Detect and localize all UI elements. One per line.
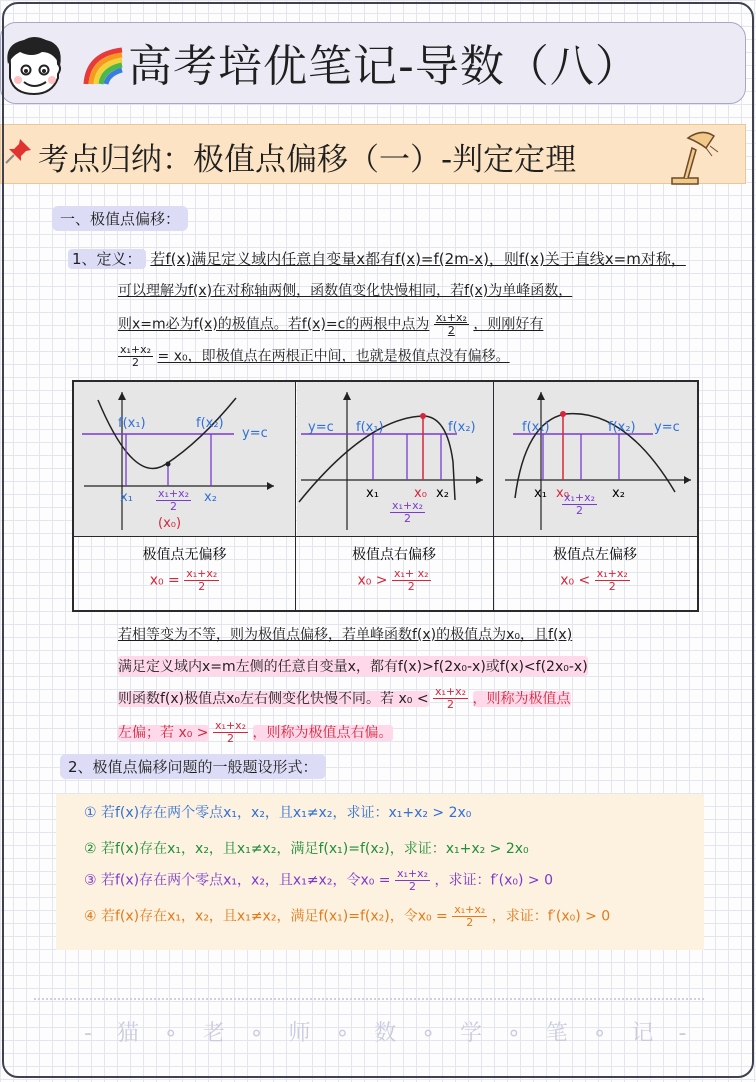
- problem-form-1: ① 若f(x)存在两个零点x₁，x₂，且x₁≠x₂，求证：x₁+x₂ > 2x₀: [84, 805, 472, 821]
- problem-form-4: ④ 若f(x)存在x₁，x₂，且x₁≠x₂，满足f(x₁)=f(x₂)，令x₀ = $\frac{\text{x₁+x₂}}{2}$ ，求证：f′(x₀) > 0: [84, 903, 611, 929]
- formula-no-offset: x₀ = $\frac{\text{x₁+x₂}}{2}$: [149, 567, 218, 593]
- offset-comparison-table: [72, 380, 699, 612]
- definition-label: 1、定义：: [68, 249, 146, 269]
- desk-lamp-icon: [662, 126, 722, 186]
- g3-fx1-label: f(x₁): [522, 420, 550, 435]
- caption-right-offset: 极值点右偏移: [352, 547, 436, 563]
- midpoint-fraction: $\frac{\text{x₁+x₂}}{2}$: [435, 311, 467, 337]
- rainbow-icon: [82, 46, 126, 86]
- section-title: 考点归纳：极值点偏移（一）-判定定理: [38, 142, 577, 178]
- page-title: 高考培优笔记-导数（八）: [128, 41, 640, 92]
- formula-left-offset: x₀ < $\frac{\text{x₁+x₂}}{2}$: [560, 567, 628, 593]
- definition-line-3: 则x=m必为f(x)的极值点。若f(x)=c的两根中点为 $\frac{\text{x₁+x₂}}{2}$ ，则刚好有: [118, 311, 544, 337]
- problem-form-2: ② 若f(x)存在x₁，x₂，且x₁≠x₂，满足f(x₁)=f(x₂)，求证：x₁+x₂ > 2x₀: [84, 841, 529, 857]
- g2-yc-label: y=c: [308, 420, 334, 435]
- midpoint-fraction-2: $\frac{\text{x₁+x₂}}{2}$: [120, 343, 152, 369]
- g1-x0-label: (x₀): [158, 516, 182, 531]
- definition-line-4: $\frac{\text{x₁+x₂}}{2}$ = x₀，即极值点在两根正中间，也就是极值点没有偏移。: [120, 343, 510, 369]
- g3-fx2-label: f(x₂): [608, 420, 636, 435]
- g3-x0-label: x₀: [556, 486, 569, 501]
- g1-midpoint: $\frac{\text{x₁+x₂}}{2}$: [158, 487, 190, 513]
- definition-text-1: 若f(x)满足定义域内任意自变量x都有f(x)=f(2m-x)，则f(x)关于直线x=m对称，: [150, 250, 686, 268]
- footer-signature: - 猫 ∘ 老 ∘ 师 ∘ 数 ∘ 学 ∘ 笔 ∘ 记 -: [84, 1021, 696, 1046]
- offset-text-line-4: 左偏；若 x₀ > $\frac{\text{x₁+x₂}}{2}$ ，则称为极值点右偏。: [118, 719, 393, 745]
- g2-midpoint: $\frac{\text{x₁+x₂}}{2}$: [392, 499, 424, 525]
- definition-line-2: 可以理解为f(x)在对称轴两侧，函数值变化快慢相同，若f(x)为单峰函数，: [118, 283, 573, 299]
- g1-x1-label: x₁: [120, 490, 133, 505]
- g2-x0-label: x₀: [414, 486, 427, 501]
- g2-fx1-label: f(x₁): [356, 420, 384, 435]
- caption-no-offset: 极值点无偏移: [142, 547, 227, 563]
- offset-text-line-3: 则函数f(x)极值点x₀左右侧变化快慢不同。若 x₀ < $\frac{\text{x₁+x₂}}{2}$ ，则称为极值点: [118, 685, 571, 711]
- g3-yc-label: y=c: [654, 420, 680, 435]
- g3-x2-label: x₂: [612, 486, 625, 501]
- g2-x1-label: x₁: [366, 486, 379, 501]
- pushpin-icon: [4, 136, 34, 166]
- g1-fx2-label: f(x₂): [196, 416, 224, 431]
- problem-form-3: ③ 若f(x)存在两个零点x₁，x₂，且x₁≠x₂，令x₀ = $\frac{\text{x₁+x₂}}{2}$ ，求证：f′(x₀) > 0: [84, 867, 553, 893]
- footer-divider: [34, 998, 704, 1000]
- offset-text-line-1: 若相等变为不等，则为极值点偏移，若单峰函数f(x)的极值点为x₀，且f(x): [118, 627, 573, 643]
- g1-yc-label: y=c: [242, 426, 268, 441]
- heading-problem-forms: 2、极值点偏移问题的一般题设形式：: [60, 754, 326, 779]
- g3-x1-label: x₁: [534, 486, 547, 501]
- g3-midpoint: $\frac{\text{x₁+x₂}}{2}$: [564, 491, 596, 517]
- offset-text-line-2: 满足定义域内x=m左侧的任意自变量x，都有f(x)>f(2x₀-x)或f(x)<f(2x₀-x): [118, 656, 588, 676]
- g1-fx1-label: f(x₁): [118, 416, 146, 431]
- g2-fx2-label: f(x₂): [448, 420, 476, 435]
- heading-extremum-offset: 一、极值点偏移：: [52, 206, 188, 231]
- g2-x2-label: x₂: [436, 486, 449, 501]
- formula-right-offset: x₀ > $\frac{\text{x₁+ x₂}}{2}$: [357, 567, 429, 593]
- caption-left-offset: 极值点左偏移: [553, 547, 637, 563]
- definition-line-1: [68, 248, 686, 269]
- g1-x2-label: x₂: [204, 490, 217, 505]
- cartoon-face-icon: [2, 34, 66, 98]
